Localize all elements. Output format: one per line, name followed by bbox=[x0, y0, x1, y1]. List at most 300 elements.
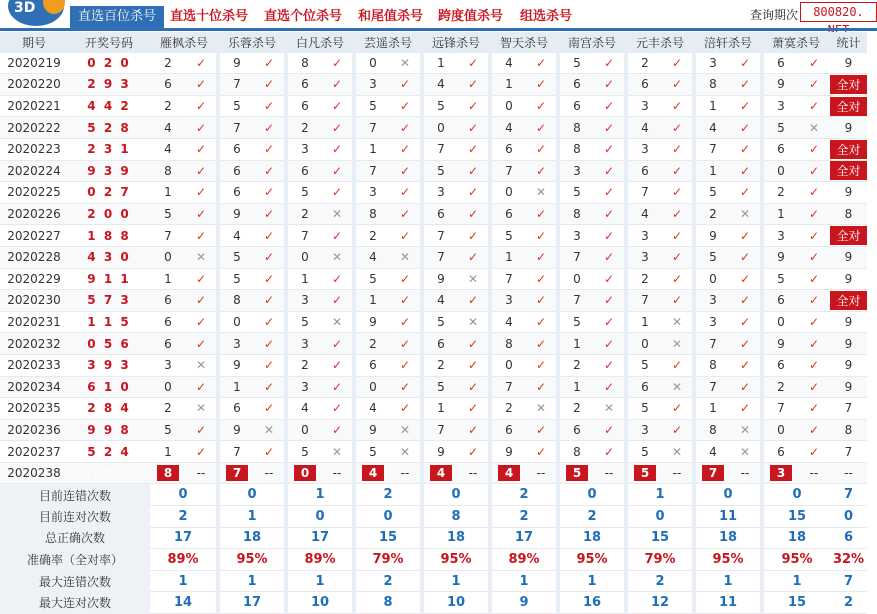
kill-value: 6 bbox=[777, 358, 785, 373]
kill-value: 1 bbox=[505, 250, 513, 265]
check-icon: ✓ bbox=[399, 185, 411, 200]
check-icon: ✓ bbox=[331, 358, 343, 373]
cross-icon: ✕ bbox=[331, 444, 343, 459]
table-row bbox=[0, 311, 867, 333]
check-icon: ✓ bbox=[331, 185, 343, 200]
kill-value: 4 bbox=[505, 55, 513, 70]
check-icon: ✓ bbox=[263, 142, 275, 157]
kill-value: 0 bbox=[505, 185, 513, 200]
check-icon: ✓ bbox=[671, 358, 683, 373]
stat-value: 0 bbox=[723, 487, 733, 503]
nav-divider bbox=[0, 28, 877, 31]
kill-value: 7 bbox=[233, 120, 241, 135]
issue-number: 2020231 bbox=[7, 315, 61, 330]
kill-value: 6 bbox=[505, 422, 513, 437]
tab-span-kill[interactable]: 跨度值杀号 bbox=[438, 9, 504, 24]
check-icon: ✓ bbox=[331, 99, 343, 114]
kill-value: 5 bbox=[505, 228, 513, 243]
stat-row bbox=[0, 484, 867, 506]
check-icon: ✓ bbox=[808, 336, 820, 351]
kill-value: 4 bbox=[164, 120, 172, 135]
check-icon: ✓ bbox=[808, 99, 820, 114]
kill-value: 3 bbox=[709, 55, 717, 70]
check-icon: ✓ bbox=[603, 315, 615, 330]
kill-value: 7 bbox=[233, 77, 241, 92]
col-expert-8[interactable]: 涪轩杀号 bbox=[694, 32, 762, 53]
kill-value: 6 bbox=[233, 163, 241, 178]
check-icon: ✓ bbox=[263, 99, 275, 114]
check-icon: ✓ bbox=[671, 99, 683, 114]
tab-tens-kill[interactable]: 直选十位杀号 bbox=[170, 9, 249, 24]
stat-value: 1 bbox=[587, 573, 597, 589]
check-icon: ✓ bbox=[739, 271, 751, 286]
all-correct-badge: 全对 bbox=[830, 226, 866, 245]
check-icon: ✓ bbox=[399, 401, 411, 416]
stat-value: 0 bbox=[587, 487, 597, 503]
kill-value: 6 bbox=[301, 99, 309, 114]
stat-value: 17 bbox=[242, 595, 262, 611]
check-icon: ✓ bbox=[263, 163, 275, 178]
check-icon: ✓ bbox=[671, 271, 683, 286]
kill-value: 1 bbox=[437, 401, 445, 416]
stat-value: 1 bbox=[247, 573, 257, 589]
kill-value: 6 bbox=[301, 77, 309, 92]
tab-hundreds-kill[interactable]: 直选百位杀号 bbox=[70, 6, 164, 28]
check-icon: ✓ bbox=[739, 315, 751, 330]
check-icon: ✓ bbox=[331, 336, 343, 351]
all-correct-badge: 全对 bbox=[830, 140, 866, 159]
cross-icon: ✕ bbox=[399, 250, 411, 265]
stat-value: 18 bbox=[446, 530, 466, 546]
table-row bbox=[0, 268, 867, 290]
cross-icon: ✕ bbox=[331, 207, 343, 222]
stat-value: 95% bbox=[440, 552, 472, 568]
kill-value: 0 bbox=[641, 336, 649, 351]
all-correct-badge: 全对 bbox=[830, 75, 866, 94]
pending-dash: -- bbox=[604, 466, 614, 481]
kill-value: 9 bbox=[233, 358, 241, 373]
kill-value: 7 bbox=[573, 293, 581, 308]
stat-value: 8 bbox=[451, 508, 461, 524]
kill-value: 7 bbox=[709, 336, 717, 351]
check-icon: ✓ bbox=[195, 228, 207, 243]
check-icon: ✓ bbox=[739, 228, 751, 243]
check-icon: ✓ bbox=[808, 228, 820, 243]
kill-value: 3 bbox=[641, 99, 649, 114]
stat-value: 9 bbox=[519, 595, 529, 611]
check-icon: ✓ bbox=[535, 228, 547, 243]
kill-value: 7 bbox=[437, 228, 445, 243]
kill-value: 8 bbox=[301, 55, 309, 70]
cross-icon: ✕ bbox=[467, 271, 479, 286]
kill-number-table bbox=[0, 32, 867, 614]
kill-value: 3 bbox=[641, 422, 649, 437]
draw-number: 4 3 0 bbox=[87, 250, 131, 265]
table-row bbox=[0, 333, 867, 355]
check-icon: ✓ bbox=[603, 142, 615, 157]
check-icon: ✓ bbox=[331, 77, 343, 92]
kill-value: 6 bbox=[777, 444, 785, 459]
kill-value: 5 bbox=[301, 315, 309, 330]
check-icon: ✓ bbox=[535, 271, 547, 286]
kill-value: 2 bbox=[709, 207, 717, 222]
stat-value: 1 bbox=[451, 573, 461, 589]
kill-value: 9 bbox=[709, 228, 717, 243]
check-icon: ✓ bbox=[808, 293, 820, 308]
check-icon: ✓ bbox=[808, 358, 820, 373]
kill-value: 5 bbox=[369, 99, 377, 114]
current-kill-value: 0 bbox=[294, 465, 316, 481]
check-icon: ✓ bbox=[467, 163, 479, 178]
kill-value: 5 bbox=[641, 401, 649, 416]
check-icon: ✓ bbox=[808, 444, 820, 459]
kill-value: 4 bbox=[437, 293, 445, 308]
check-icon: ✓ bbox=[467, 250, 479, 265]
check-icon: ✓ bbox=[331, 401, 343, 416]
check-icon: ✓ bbox=[399, 163, 411, 178]
check-icon: ✓ bbox=[739, 336, 751, 351]
check-icon: ✓ bbox=[263, 185, 275, 200]
kill-value: 8 bbox=[164, 163, 172, 178]
check-icon: ✓ bbox=[808, 271, 820, 286]
kill-value: 7 bbox=[437, 142, 445, 157]
check-icon: ✓ bbox=[603, 379, 615, 394]
check-icon: ✓ bbox=[739, 77, 751, 92]
check-icon: ✓ bbox=[603, 358, 615, 373]
cross-icon: ✕ bbox=[603, 401, 615, 416]
table-row bbox=[0, 290, 867, 312]
kill-value: 3 bbox=[301, 379, 309, 394]
check-icon: ✓ bbox=[467, 228, 479, 243]
kill-value: 2 bbox=[301, 207, 309, 222]
check-icon: ✓ bbox=[535, 444, 547, 459]
kill-value: 7 bbox=[777, 401, 785, 416]
check-icon: ✓ bbox=[399, 315, 411, 330]
stat-label: 准确率（全对率） bbox=[26, 553, 123, 568]
tab-group-kill[interactable]: 组选杀号 bbox=[520, 9, 573, 24]
kill-value: 2 bbox=[641, 271, 649, 286]
kill-value: 5 bbox=[164, 422, 172, 437]
kill-value: 8 bbox=[573, 142, 581, 157]
kill-value: 5 bbox=[573, 185, 581, 200]
draw-number: 2 8 4 bbox=[87, 401, 131, 416]
stat-label: 目前连错次数 bbox=[38, 488, 111, 503]
col-expert-2[interactable]: 白凡杀号 bbox=[286, 32, 354, 53]
table-row bbox=[0, 117, 867, 139]
stat-value: 0 bbox=[178, 487, 188, 503]
stat-value: 2 bbox=[519, 508, 529, 524]
stat-value: 18 bbox=[718, 530, 738, 546]
col-expert-3[interactable]: 芸遥杀号 bbox=[354, 32, 422, 53]
check-icon: ✓ bbox=[671, 185, 683, 200]
kill-value: 4 bbox=[369, 401, 377, 416]
check-icon: ✓ bbox=[603, 77, 615, 92]
kill-value: 0 bbox=[505, 99, 513, 114]
kill-value: 4 bbox=[641, 207, 649, 222]
kill-value: 2 bbox=[369, 228, 377, 243]
table-row bbox=[0, 53, 867, 74]
stat-value: 8 bbox=[383, 595, 393, 611]
kill-value: 1 bbox=[505, 77, 513, 92]
kill-value: 3 bbox=[573, 163, 581, 178]
kill-value: 0 bbox=[369, 55, 377, 70]
stat-row bbox=[0, 592, 867, 614]
stat-row bbox=[0, 506, 867, 528]
kill-value: 5 bbox=[437, 315, 445, 330]
kill-value: 1 bbox=[437, 55, 445, 70]
kill-value: 0 bbox=[777, 422, 785, 437]
check-icon: ✓ bbox=[808, 379, 820, 394]
kill-value: 6 bbox=[777, 142, 785, 157]
check-icon: ✓ bbox=[603, 422, 615, 437]
stat-value: 7 bbox=[844, 444, 853, 459]
kill-value: 7 bbox=[573, 250, 581, 265]
check-icon: ✓ bbox=[535, 422, 547, 437]
kill-value: 6 bbox=[641, 163, 649, 178]
check-icon: ✓ bbox=[808, 142, 820, 157]
cross-icon: ✕ bbox=[671, 315, 683, 330]
issue-number: 2020224 bbox=[7, 163, 61, 178]
draw-number: 0 5 6 bbox=[87, 336, 131, 351]
check-icon: ✓ bbox=[739, 358, 751, 373]
check-icon: ✓ bbox=[331, 163, 343, 178]
col-expert-5[interactable]: 智天杀号 bbox=[490, 32, 558, 53]
query-issue-label[interactable]: 查询期次 bbox=[750, 8, 799, 22]
stat-value: 11 bbox=[718, 595, 738, 611]
check-icon: ✓ bbox=[603, 163, 615, 178]
kill-value: 3 bbox=[301, 293, 309, 308]
check-icon: ✓ bbox=[535, 379, 547, 394]
draw-number: 5 7 3 bbox=[87, 293, 131, 308]
draw-number: 0 2 0 bbox=[87, 55, 131, 70]
check-icon: ✓ bbox=[671, 55, 683, 70]
stat-value: 89% bbox=[304, 552, 336, 568]
check-icon: ✓ bbox=[535, 358, 547, 373]
check-icon: ✓ bbox=[603, 207, 615, 222]
check-icon: ✓ bbox=[331, 379, 343, 394]
kill-value: 6 bbox=[573, 77, 581, 92]
kill-value: 6 bbox=[641, 77, 649, 92]
current-kill-label: 当前期杀号 bbox=[78, 466, 139, 481]
kill-value: 2 bbox=[573, 401, 581, 416]
current-kill-value: 7 bbox=[226, 465, 248, 481]
stat-total: 7 bbox=[843, 487, 854, 503]
check-icon: ✓ bbox=[263, 315, 275, 330]
check-icon: ✓ bbox=[467, 422, 479, 437]
kill-value: 0 bbox=[164, 250, 172, 265]
stat-value: 0 bbox=[247, 487, 257, 503]
stat-value: 15 bbox=[378, 530, 398, 546]
draw-number: 2 9 3 bbox=[87, 77, 131, 92]
check-icon: ✓ bbox=[195, 185, 207, 200]
check-icon: ✓ bbox=[671, 228, 683, 243]
check-icon: ✓ bbox=[603, 293, 615, 308]
check-icon: ✓ bbox=[535, 336, 547, 351]
stat-value: 1 bbox=[315, 573, 325, 589]
check-icon: ✓ bbox=[808, 185, 820, 200]
kill-value: 6 bbox=[641, 379, 649, 394]
cross-icon: ✕ bbox=[739, 444, 751, 459]
stat-value: 1 bbox=[247, 508, 257, 524]
col-expert-6[interactable]: 南宫杀号 bbox=[558, 32, 626, 53]
check-icon: ✓ bbox=[195, 142, 207, 157]
stat-value: 9 bbox=[844, 379, 853, 394]
table-row bbox=[0, 376, 867, 398]
kill-value: 5 bbox=[437, 163, 445, 178]
kill-value: 1 bbox=[573, 379, 581, 394]
svg-text:3D: 3D bbox=[14, 0, 36, 16]
cross-icon: ✕ bbox=[399, 55, 411, 70]
kill-value: 9 bbox=[437, 271, 445, 286]
stat-value: 1 bbox=[315, 487, 325, 503]
kill-value: 1 bbox=[369, 293, 377, 308]
stat-value: 15 bbox=[650, 530, 670, 546]
check-icon: ✓ bbox=[671, 77, 683, 92]
kill-value: 3 bbox=[505, 293, 513, 308]
stat-value: 2 bbox=[383, 487, 393, 503]
col-expert-1[interactable]: 乐蓉杀号 bbox=[218, 32, 286, 53]
current-kill-value: 4 bbox=[430, 465, 452, 481]
table-row bbox=[0, 419, 867, 441]
kill-value: 7 bbox=[437, 422, 445, 437]
draw-number: 3 9 3 bbox=[87, 358, 131, 373]
kill-value: 5 bbox=[641, 358, 649, 373]
stat-value: 9 bbox=[844, 185, 853, 200]
current-issue-row bbox=[0, 462, 867, 484]
kill-value: 5 bbox=[164, 207, 172, 222]
stat-value: 10 bbox=[310, 595, 330, 611]
col-expert-7[interactable]: 元丰杀号 bbox=[626, 32, 694, 53]
kill-value: 9 bbox=[777, 250, 785, 265]
pending-dash: -- bbox=[740, 466, 750, 481]
stat-value: 8 bbox=[844, 422, 853, 437]
check-icon: ✓ bbox=[263, 336, 275, 351]
check-icon: ✓ bbox=[399, 77, 411, 92]
current-kill-value: 4 bbox=[362, 465, 384, 481]
kill-value: 6 bbox=[437, 207, 445, 222]
draw-number: 0 2 7 bbox=[87, 185, 131, 200]
check-icon: ✓ bbox=[739, 293, 751, 308]
check-icon: ✓ bbox=[331, 55, 343, 70]
cross-icon: ✕ bbox=[195, 358, 207, 373]
check-icon: ✓ bbox=[808, 250, 820, 265]
check-icon: ✓ bbox=[467, 99, 479, 114]
kill-value: 1 bbox=[164, 185, 172, 200]
check-icon: ✓ bbox=[399, 99, 411, 114]
check-icon: ✓ bbox=[263, 271, 275, 286]
issue-number: 2020228 bbox=[7, 250, 61, 265]
check-icon: ✓ bbox=[535, 120, 547, 135]
col-expert-9[interactable]: 萧寞杀号 bbox=[762, 32, 830, 53]
check-icon: ✓ bbox=[263, 228, 275, 243]
kill-value: 3 bbox=[369, 77, 377, 92]
pending-dash: -- bbox=[264, 466, 274, 481]
check-icon: ✓ bbox=[467, 358, 479, 373]
col-expert-4[interactable]: 远锋杀号 bbox=[422, 32, 490, 53]
col-expert-0[interactable]: 雁枫杀号 bbox=[150, 32, 218, 53]
current-kill-value: 5 bbox=[634, 465, 656, 481]
check-icon: ✓ bbox=[808, 55, 820, 70]
kill-value: 2 bbox=[164, 99, 172, 114]
stat-value: 16 bbox=[582, 595, 602, 611]
tab-units-kill[interactable]: 直选个位杀号 bbox=[264, 9, 343, 24]
issue-number: 2020229 bbox=[7, 271, 61, 286]
kill-value: 3 bbox=[709, 293, 717, 308]
table-row bbox=[0, 95, 867, 117]
col-issue: 期号 bbox=[0, 32, 68, 53]
check-icon: ✓ bbox=[535, 163, 547, 178]
kill-value: 2 bbox=[301, 358, 309, 373]
issue-number: 2020238 bbox=[7, 466, 61, 481]
kill-value: 5 bbox=[573, 315, 581, 330]
check-icon: ✓ bbox=[263, 444, 275, 459]
kill-value: 1 bbox=[573, 336, 581, 351]
check-icon: ✓ bbox=[195, 271, 207, 286]
pending-dash: -- bbox=[468, 466, 478, 481]
kill-value: 2 bbox=[164, 55, 172, 70]
kill-value: 6 bbox=[437, 336, 445, 351]
stat-value: 10 bbox=[446, 595, 466, 611]
check-icon: ✓ bbox=[195, 163, 207, 178]
kill-value: 7 bbox=[505, 271, 513, 286]
stat-value: 2 bbox=[587, 508, 597, 524]
draw-number: 1 8 8 bbox=[87, 228, 131, 243]
kill-value: 0 bbox=[777, 163, 785, 178]
check-icon: ✓ bbox=[263, 207, 275, 222]
stat-value: 18 bbox=[582, 530, 602, 546]
kill-value: 6 bbox=[164, 293, 172, 308]
kill-value: 8 bbox=[573, 207, 581, 222]
current-kill-value: 3 bbox=[770, 465, 792, 481]
stat-value: 9 bbox=[844, 271, 853, 286]
table-row bbox=[0, 138, 867, 160]
kill-value: 1 bbox=[164, 271, 172, 286]
check-icon: ✓ bbox=[603, 228, 615, 243]
kill-value: 9 bbox=[777, 77, 785, 92]
kill-value: 3 bbox=[301, 336, 309, 351]
col-number: 开奖号码 bbox=[68, 32, 150, 53]
kill-value: 7 bbox=[301, 228, 309, 243]
cross-icon: ✕ bbox=[331, 250, 343, 265]
tab-sum-tail-kill[interactable]: 和尾值杀号 bbox=[358, 9, 424, 24]
check-icon: ✓ bbox=[399, 228, 411, 243]
pending-dash: -- bbox=[196, 466, 206, 481]
stat-value: 2 bbox=[383, 573, 393, 589]
stat-value: 95% bbox=[712, 552, 744, 568]
stat-value: 15 bbox=[787, 508, 807, 524]
table-row bbox=[0, 398, 867, 420]
issue-number: 2020237 bbox=[7, 444, 61, 459]
kill-value: 6 bbox=[164, 77, 172, 92]
kill-value: 2 bbox=[505, 401, 513, 416]
check-icon: ✓ bbox=[263, 358, 275, 373]
kill-value: 4 bbox=[505, 120, 513, 135]
check-icon: ✓ bbox=[467, 77, 479, 92]
kill-value: 1 bbox=[233, 379, 241, 394]
kill-value: 4 bbox=[709, 120, 717, 135]
cross-icon: ✕ bbox=[535, 185, 547, 200]
kill-value: 2 bbox=[164, 401, 172, 416]
stat-value: 1 bbox=[792, 573, 802, 589]
issue-number: 2020220 bbox=[7, 77, 61, 92]
kill-value: 0 bbox=[573, 271, 581, 286]
stat-value: 1 bbox=[178, 573, 188, 589]
all-correct-badge: 全对 bbox=[830, 97, 866, 116]
check-icon: ✓ bbox=[603, 250, 615, 265]
cross-icon: ✕ bbox=[671, 379, 683, 394]
kill-value: 6 bbox=[164, 315, 172, 330]
check-icon: ✓ bbox=[263, 55, 275, 70]
